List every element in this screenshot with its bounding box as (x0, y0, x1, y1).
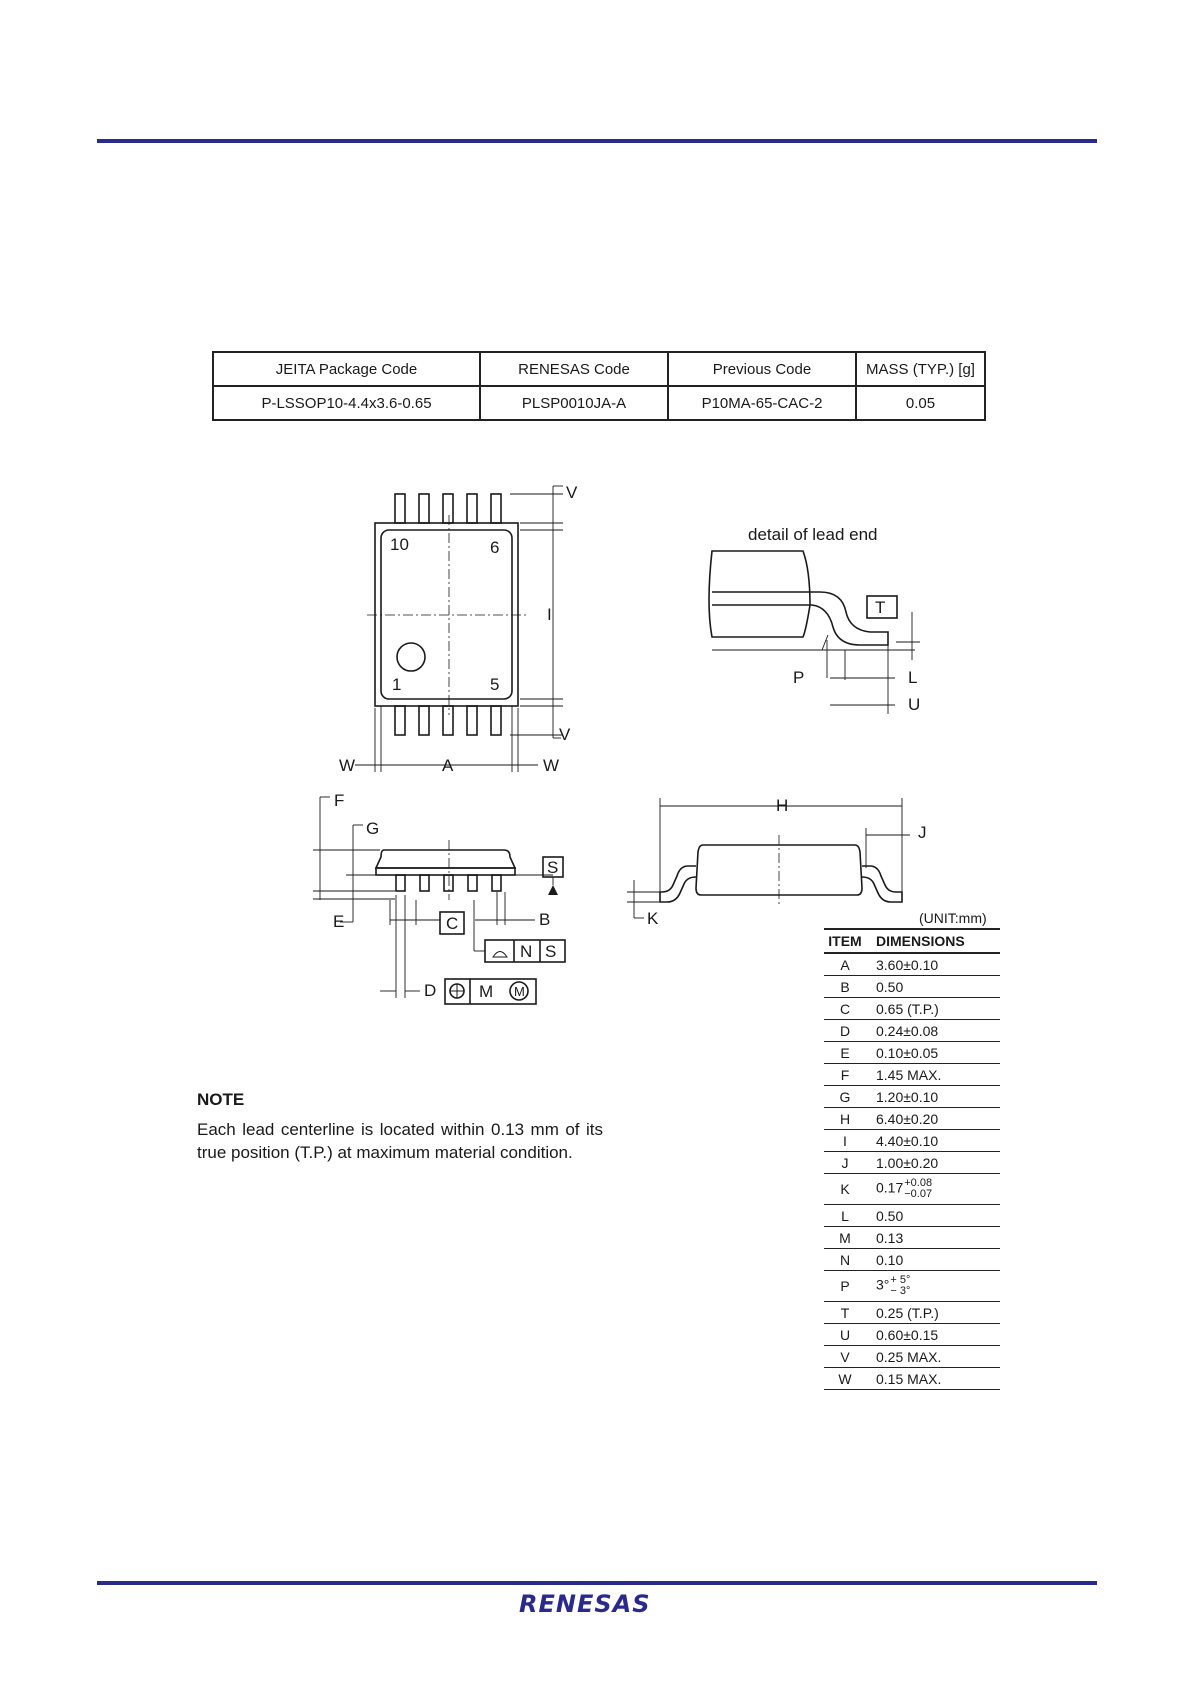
table-row (824, 1108, 1000, 1130)
label-m-circled: M (514, 984, 525, 999)
top-lead (443, 494, 453, 523)
label-e: E (333, 912, 345, 931)
tolerance-minus: −0.07 (904, 1188, 933, 1200)
label-m: M (479, 982, 494, 1001)
item-cell: H (824, 1108, 866, 1130)
value-main: 3° (876, 1276, 890, 1293)
dimensions-table (824, 928, 1000, 1390)
tolerance-minus: − 3° (890, 1285, 911, 1297)
table-row (824, 1324, 1000, 1346)
label-n: N (520, 942, 533, 961)
table-row (824, 1152, 1000, 1174)
value-mass: 0.05 (856, 386, 985, 420)
side-lead (468, 875, 477, 891)
label-t: T (875, 598, 886, 617)
note-heading: NOTE (197, 1090, 245, 1109)
pin-label-5: 5 (490, 675, 500, 694)
table-row (824, 1249, 1000, 1271)
label-k: K (647, 909, 659, 928)
header-dimensions: DIMENSIONS (866, 929, 1000, 953)
table-row (824, 1174, 1000, 1205)
end-view-lead-left (660, 866, 696, 902)
lead-detail-caption: detail of lead end (748, 525, 878, 544)
label-s-frame: S (545, 942, 557, 961)
value-cell: 0.25 MAX. (866, 1346, 1000, 1368)
value-cell: 0.15 MAX. (866, 1368, 1000, 1390)
table-row (824, 1064, 1000, 1086)
top-lead (491, 494, 501, 523)
table-row (824, 1227, 1000, 1249)
item-cell: P (824, 1271, 866, 1302)
side-view-base (376, 868, 515, 875)
header-mass: MASS (TYP.) [g] (856, 352, 985, 386)
side-view-top (376, 850, 515, 868)
label-u: U (908, 695, 921, 714)
value-cell: 1.20±0.10 (866, 1086, 1000, 1108)
dim-label-v-top: V (566, 483, 578, 502)
table-row (824, 1205, 1000, 1227)
value-cell: 0.25 (T.P.) (866, 1302, 1000, 1324)
pin-label-10: 10 (390, 535, 409, 554)
dim-label-i: I (547, 605, 552, 624)
header-previous: Previous Code (668, 352, 856, 386)
item-cell: B (824, 976, 866, 998)
value-cell: 3.60±0.10 (866, 953, 1000, 976)
table-row (824, 1346, 1000, 1368)
item-cell: N (824, 1249, 866, 1271)
renesas-logo: RENESAS (519, 1590, 651, 1618)
flatness-symbol-icon (493, 952, 507, 958)
dim-label-w-right: W (543, 756, 560, 775)
item-cell: A (824, 953, 866, 976)
label-c: C (446, 914, 459, 933)
value-cell: 0.65 (T.P.) (866, 998, 1000, 1020)
footer-rule (97, 1581, 1097, 1585)
value-cell: 0.24±0.08 (866, 1020, 1000, 1042)
table-row (824, 998, 1000, 1020)
value-cell: 4.40±0.10 (866, 1130, 1000, 1152)
pin-label-1: 1 (392, 675, 402, 694)
bottom-lead (491, 706, 501, 735)
value-cell: 0.10±0.05 (866, 1042, 1000, 1064)
bottom-lead (419, 706, 429, 735)
item-cell: C (824, 998, 866, 1020)
value-cell: 1.00±0.20 (866, 1152, 1000, 1174)
value-cell-with-tolerance (866, 1271, 1000, 1302)
label-l: L (908, 668, 918, 687)
side-lead (444, 875, 453, 891)
value-cell: 0.50 (866, 976, 1000, 998)
table-row (824, 953, 1000, 976)
value-cell: 0.13 (866, 1227, 1000, 1249)
item-cell: T (824, 1302, 866, 1324)
label-g: G (366, 819, 380, 838)
datum-triangle-icon (548, 885, 558, 895)
label-j: J (918, 823, 927, 842)
header-item: ITEM (824, 929, 866, 953)
top-lead (395, 494, 405, 523)
label-f: F (334, 791, 345, 810)
item-cell: F (824, 1064, 866, 1086)
item-cell: K (824, 1174, 866, 1205)
label-p: P (793, 668, 805, 687)
item-cell: G (824, 1086, 866, 1108)
value-previous: P10MA-65-CAC-2 (668, 386, 856, 420)
end-view-body (696, 845, 862, 895)
value-cell: 1.45 MAX. (866, 1064, 1000, 1086)
table-row (824, 1086, 1000, 1108)
side-lead (420, 875, 429, 891)
label-h: H (776, 796, 789, 815)
header-jeita: JEITA Package Code (213, 352, 480, 386)
table-row (824, 1368, 1000, 1390)
table-row (824, 1130, 1000, 1152)
item-cell: W (824, 1368, 866, 1390)
top-lead (419, 494, 429, 523)
item-cell: V (824, 1346, 866, 1368)
tolerance-stack (890, 1275, 910, 1297)
header-renesas: RENESAS Code (480, 352, 668, 386)
value-cell: 0.60±0.15 (866, 1324, 1000, 1346)
end-view-lead-right (862, 866, 902, 902)
label-b: B (539, 910, 551, 929)
label-d: D (424, 981, 437, 1000)
dim-label-a: A (442, 756, 454, 775)
item-cell: L (824, 1205, 866, 1227)
item-cell: D (824, 1020, 866, 1042)
table-row (824, 1020, 1000, 1042)
note-text: Each lead centerline is located within 0.13 mm of its true position (T.P.) at maximum material condition. (197, 1120, 603, 1162)
lead-detail-body (709, 551, 810, 637)
top-lead (467, 494, 477, 523)
bottom-lead (395, 706, 405, 735)
value-jeita: P-LSSOP10-4.4x3.6-0.65 (213, 386, 480, 420)
pin-label-6: 6 (490, 538, 500, 557)
note-section (197, 1090, 603, 1164)
item-cell: M (824, 1227, 866, 1249)
table-row (824, 1042, 1000, 1064)
dim-label-w-left: W (339, 756, 356, 775)
side-lead (492, 875, 501, 891)
dimensions-header-row (824, 929, 1000, 953)
value-cell: 6.40±0.20 (866, 1108, 1000, 1130)
value-cell: 0.50 (866, 1205, 1000, 1227)
bottom-lead (443, 706, 453, 735)
table-row (824, 1271, 1000, 1302)
tolerance-plus: + 5° (890, 1274, 911, 1286)
dim-label-v-bottom: V (559, 725, 571, 744)
table-row (824, 976, 1000, 998)
value-main: 0.17 (876, 1179, 904, 1196)
tolerance-plus: +0.08 (904, 1177, 933, 1189)
item-cell: E (824, 1042, 866, 1064)
side-lead (396, 875, 405, 891)
bottom-lead (467, 706, 477, 735)
unit-label: (UNIT:mm) (919, 910, 987, 926)
pin1-marker (397, 643, 425, 671)
tolerance-stack (904, 1178, 932, 1200)
value-renesas: PLSP0010JA-A (480, 386, 668, 420)
item-cell: I (824, 1130, 866, 1152)
item-cell: J (824, 1152, 866, 1174)
label-s-datum: S (547, 858, 559, 877)
table-row (824, 1302, 1000, 1324)
value-cell: 0.10 (866, 1249, 1000, 1271)
value-cell-with-tolerance (866, 1174, 1000, 1205)
item-cell: U (824, 1324, 866, 1346)
